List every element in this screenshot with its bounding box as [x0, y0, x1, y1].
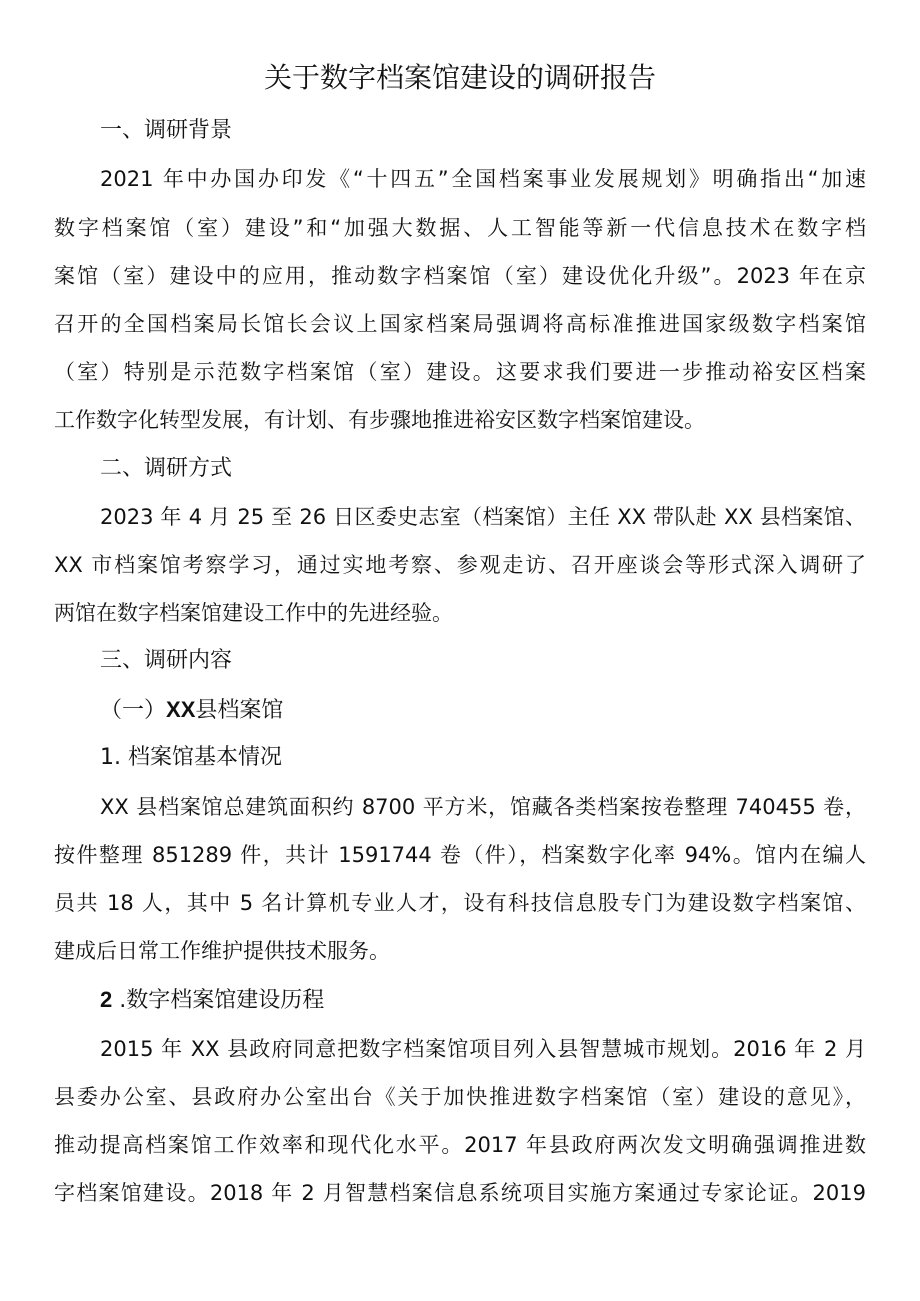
paragraph-line: XX 县档案馆总建筑面积约 8700 平方米，馆藏各类档案按卷整理 740455 卷，	[100, 795, 866, 819]
paragraph-line: 2021 年中办国办印发《“十四五”全国档案事业发展规划》明确指出“加速	[100, 167, 866, 191]
section-heading-method: 二、调研方式	[100, 456, 233, 481]
item-heading-history	[100, 984, 324, 1017]
section-heading-background: 一、调研背景	[100, 118, 233, 143]
paragraph-line: 员共 18 人，其中 5 名计算机专业人才，设有科技信息股专门为建设数字档案馆、	[54, 891, 866, 915]
paragraph-line: 数字档案馆（室）建设”和“加强大数据、人工智能等新一代信息技术在数字档	[54, 216, 866, 240]
paragraph-line: 按件整理 851289 件，共计 1591744 卷（件），档案数字化率 94%。馆内在编人	[54, 843, 866, 867]
subsection-suffix: 县档案馆	[195, 698, 284, 723]
subsection-prefix: （一）	[100, 698, 167, 723]
paragraph-line: 案馆（室）建设中的应用，推动数字档案馆（室）建设优化升级”。2023 年在京	[54, 264, 866, 288]
paragraph-line: 县委办公室、县政府办公室出台《关于加快推进数字档案馆（室）建设的意见》，	[54, 1085, 866, 1109]
subsection-latin: XX	[166, 697, 196, 722]
paragraph-line: 2023 年 4 月 25 至 26 日区委史志室（档案馆）主任 XX 带队赴 XX 县档案馆、	[100, 505, 866, 529]
paragraph-line: 推动提高档案馆工作效率和现代化水平。2017 年县政府两次发文明确强调推进数	[54, 1133, 866, 1157]
paragraph-line: 字档案馆建设。2018 年 2 月智慧档案信息系统项目实施方案通过专家论证。2019	[54, 1181, 866, 1205]
paragraph-line: 建成后日常工作维护提供技术服务。	[54, 939, 390, 963]
subsection-heading-county-archive	[100, 694, 283, 727]
section-heading-content: 三、调研内容	[100, 648, 233, 673]
paragraph-line: 工作数字化转型发展，有计划、有步骤地推进裕安区数字档案馆建设。	[54, 408, 705, 432]
item-heading-text: .数字档案馆建设历程	[112, 988, 325, 1013]
paragraph-line: （室）特别是示范数字档案馆（室）建设。这要求我们要进一步推动裕安区档案	[54, 360, 866, 384]
paragraph-line: XX 市档案馆考察学习，通过实地考察、参观走访、召开座谈会等形式深入调研了	[54, 553, 866, 577]
document-title: 关于数字档案馆建设的调研报告	[263, 61, 656, 94]
paragraph-line: 两馆在数字档案馆建设工作中的先进经验。	[54, 601, 453, 625]
paragraph-line: 召开的全国档案局长馆长会议上国家档案局强调将高标准推进国家级数字档案馆	[54, 312, 866, 336]
item-number: 2	[100, 987, 113, 1012]
paragraph-line: 2015 年 XX 县政府同意把数字档案馆项目列入县智慧城市规划。2016 年 2 月	[100, 1037, 866, 1061]
item-heading-basic-info: 1. 档案馆基本情况	[100, 745, 282, 770]
